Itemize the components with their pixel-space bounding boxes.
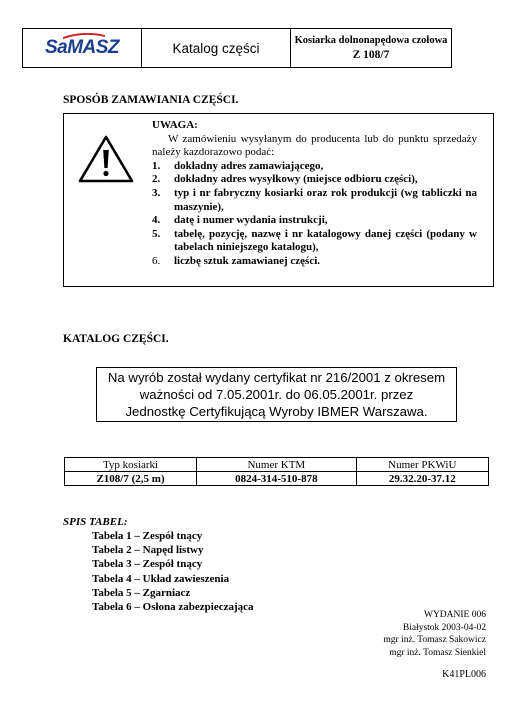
certificate-line: ważności od 7.05.2001r. do 06.05.2001r. przez [139,387,414,402]
certificate-box [96,367,457,422]
table-list-title: SPIS TABEL: [63,516,128,528]
logo-text: SaMASZ [44,37,120,58]
table-cell: Z108/7 (2,5 m) [65,472,197,486]
table-header-cell: Numer KTM [197,458,357,472]
model-info-table [64,457,489,486]
logo-swoosh-icon [63,33,105,39]
edition-number: WYDANIE 006 [423,610,486,620]
list-item: Tabela 3 – Zespół tnący [92,558,203,571]
list-item: Tabela 2 – Napęd listwy [92,544,204,557]
list-item: 4. datę i numer wydania instrukcji, [152,214,328,227]
list-item: 2. dokładny adres wysyłkowy (miejsce odbioru części), [152,173,418,186]
list-item: Tabela 5 – Zgarniacz [92,586,191,599]
list-item: Tabela 1 – Zespół tnący [92,530,203,542]
edition-info [383,609,486,659]
warning-triangle-icon [78,134,134,184]
table-header-cell: Typ kosiarki [65,458,197,472]
product-cell [291,29,451,67]
table-header-row [65,458,489,472]
warning-intro: W zamówieniu wysyłanym do producenta lub do punktu sprzedaży należy kazdorazowo podać: [152,132,477,159]
order-requirements-list [152,160,477,269]
ordering-heading: SPOSÓB ZAMAWIANIA CZĘŚCI. [63,94,239,106]
catalog-heading: KATALOG CZĘŚCI. [63,333,169,345]
logo-cell [23,29,142,67]
list-item: 5. tabelę, pozycję, nazwę i nr katalogowy danej części (podany w tabelach niniejszego katalogu), [152,227,477,254]
warning-content [152,119,477,269]
list-item: Tabela 6 – Osłona zabezpieczająca [92,601,254,614]
list-item: 6. liczbę sztuk zamawianej części. [152,254,321,267]
samasz-logo [45,37,119,59]
table-header-cell: Numer PKWiU [356,458,488,472]
warning-box [63,113,494,287]
table-cell: 29.32.20-37.12 [356,472,488,486]
author-name: mgr inż. Tomasz Sakowicz [383,635,486,646]
certificate-line: Na wyrób został wydany certyfikat nr 216/2001 z okresem [107,370,446,385]
product-name: Kosiarka dolnonapędowa czołowa [294,35,448,46]
place-date: Białystok 2003-04-02 [402,622,486,633]
page-header [22,28,452,68]
table-cell: 0824-314-510-878 [197,472,357,486]
list-item: 3. typ i nr fabryczny kosiarki oraz rok produkcji (wg tabliczki na maszynie), [152,186,477,213]
product-model: Z 108/7 [352,49,390,61]
list-item: Tabela 4 – Układ zawieszenia [92,572,230,585]
document-code: K41PL006 [442,669,486,680]
warning-title: UWAGA: [152,119,198,131]
certificate-line: Jednostkę Certyfikującą Wyroby IBMER Warszawa. [125,404,428,419]
list-item: 1. dokładny adres zamawiającego, [152,159,324,172]
author-name: mgr inż. Tomasz Sienkiel [389,647,486,658]
catalog-title: Katalog części [142,29,291,67]
table-list [92,529,254,614]
table-row [65,472,489,486]
